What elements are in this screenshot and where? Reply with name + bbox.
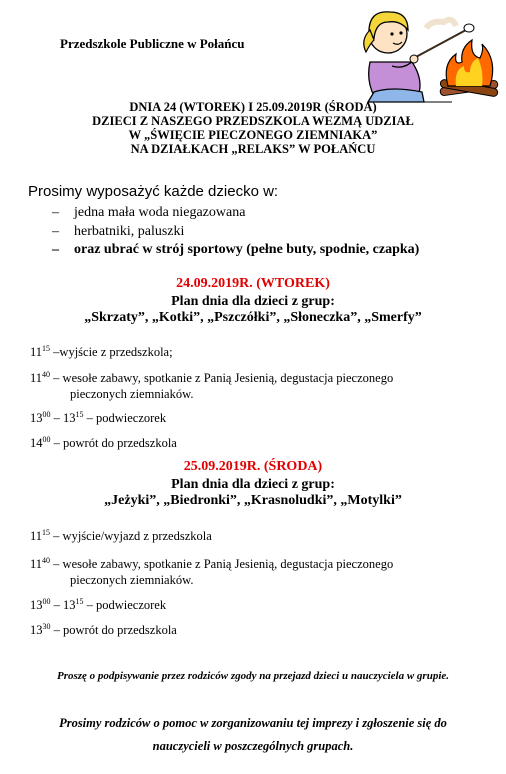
list-item: – jedna mała woda niegazowana	[52, 204, 419, 223]
announcement-line: DNIA 24 (WTOREK) I 25.09.2019R (ŚRODA)	[129, 100, 377, 114]
child-roasting-marshmallow-campfire-icon	[352, 0, 502, 104]
day2-plan	[0, 477, 506, 509]
group-list: „Jeżyki”, „Biedronki”, „Krasnoludki”, „Motylki”	[104, 493, 402, 508]
schedule-entry: $13^{30}$ – powrót do przedszkola	[30, 622, 177, 637]
announcement-line: W „ŚWIĘCIE PIECZONEGO ZIEMNIAKA”	[128, 128, 378, 142]
schedule-entry: $14^{00}$ – powrót do przedszkola	[30, 435, 177, 450]
consent-note: Proszę o podpisywanie przez rodziców zgody na przejazd dzieci u nauczyciela w grupie.	[56, 670, 450, 682]
announcement	[0, 100, 506, 156]
list-item: – herbatniki, paluszki	[52, 223, 419, 242]
day1-plan	[0, 294, 506, 326]
announcement-line: DZIECI Z NASZEGO PRZEDSZKOLA WEZMĄ UDZIAŁ	[92, 114, 414, 128]
day1-heading: 24.09.2019R. (WTOREK)	[176, 276, 330, 291]
schedule-entry: $11^{15}$ – wyjście/wyjazd z przedszkola	[30, 528, 212, 543]
schedule-entry: $11^{40}$ – wesołe zabawy, spotkanie z Panią Jesienią, degustacja pieczonego pieczonych ziemniaków.	[30, 556, 394, 587]
schedule-entry: $11^{40}$ – wesołe zabawy, spotkanie z Panią Jesienią, degustacja pieczonego pieczonych ziemniaków.	[30, 370, 394, 401]
schedule-entry: $13^{00} - 13^{15}$ – podwieczorek	[30, 597, 167, 612]
plan-title: Plan dnia dla dzieci z grup:	[171, 477, 335, 492]
group-list: „Skrzaty”, „Kotki”, „Pszczółki”, „Słoneczka”, „Smerfy”	[84, 310, 422, 325]
list-item: – oraz ubrać w strój sportowy (pełne buty, spodnie, czapka)	[52, 241, 419, 260]
closing-line: nauczycieli w poszczególnych grupach.	[152, 739, 354, 753]
closing-line: Prosimy rodziców o pomoc w zorganizowaniu tej imprezy i zgłoszenie się do	[59, 716, 447, 730]
announcement-line: NA DZIAŁKACH „RELAKS” W POŁAŃCU	[130, 142, 376, 156]
school-name: Przedszkole Publiczne w Połańcu	[60, 36, 245, 51]
request-intro: Prosimy wyposażyć każde dziecko w:	[28, 183, 279, 200]
request-list	[52, 204, 419, 260]
day2-heading: 25.09.2019R. (ŚRODA)	[183, 459, 323, 474]
schedule-entry: $11^{15}$ –wyjście z przedszkola;	[30, 344, 173, 359]
schedule-entry: $13^{00} - 13^{15}$ – podwieczorek	[30, 410, 167, 425]
closing-request	[0, 712, 506, 758]
plan-title: Plan dnia dla dzieci z grup:	[171, 294, 335, 309]
